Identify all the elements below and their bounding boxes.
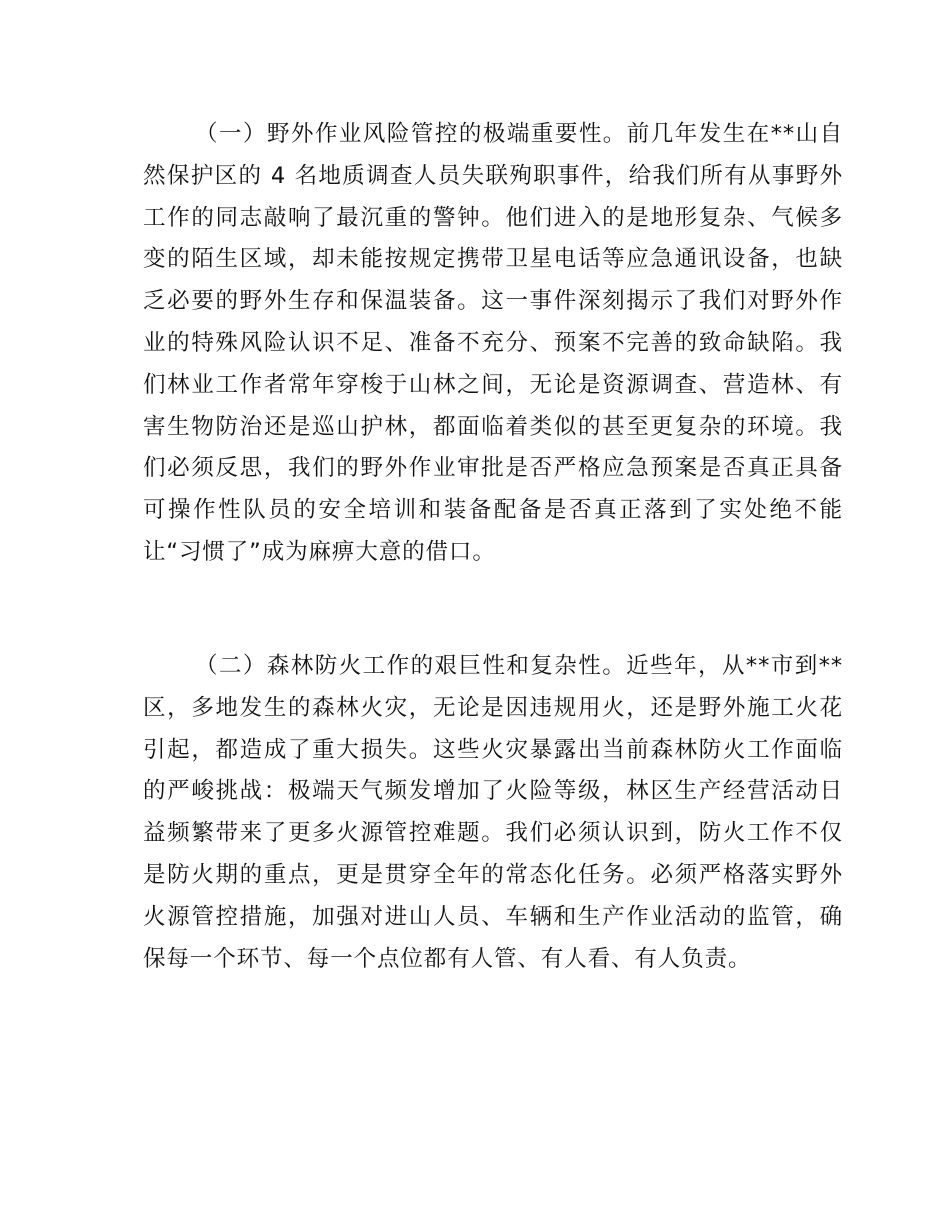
paragraph-field-risk-control: （一）野外作业风险管控的极端重要性。前几年发生在**山自然保护区的 4 名地质调查人员失联殉职事件，给我们所有从事野外工作的同志敲响了最沉重的警钟。他们进入的是地形复杂、气候多变的陌生区域，却未能按规定携带卫星电话等应急通讯设备，也缺乏必要的野外生存和保温装备。这一事件深刻揭示了我们对野外作业的特殊风险认识不足、准备不充分、预案不完善的致命缺陷。我们林业工作者常年穿梭于山林之间，无论是资源调查、营造林、有害生物防治还是巡山护林，都面临着类似的甚至更复杂的环境。我们必须反思，我们的野外作业审批是否严格应急预案是否真正具备可操作性队员的安全培训和装备配备是否真正落到了实处绝不能让“习惯了”成为麻痹大意的借口。 [143, 121, 843, 565]
paragraph-forest-fire-prevention: （二）森林防火工作的艰巨性和复杂性。近些年，从**市到**区，多地发生的森林火灾，无论是因违规用火，还是野外施工火花引起，都造成了重大损失。这些火灾暴露出当前森林防火工作面临的严峻挑战：极端天气频发增加了火险等级，林区生产经营活动日益频繁带来了更多火源管控难题。我们必须认识到，防火工作不仅是防火期的重点，更是贯穿全年的常态化任务。必须严格落实野外火源管控措施，加强对进山人员、车辆和生产作业活动的监管，确保每一个环节、每一个点位都有人管、有人看、有人负责。 [143, 653, 843, 972]
